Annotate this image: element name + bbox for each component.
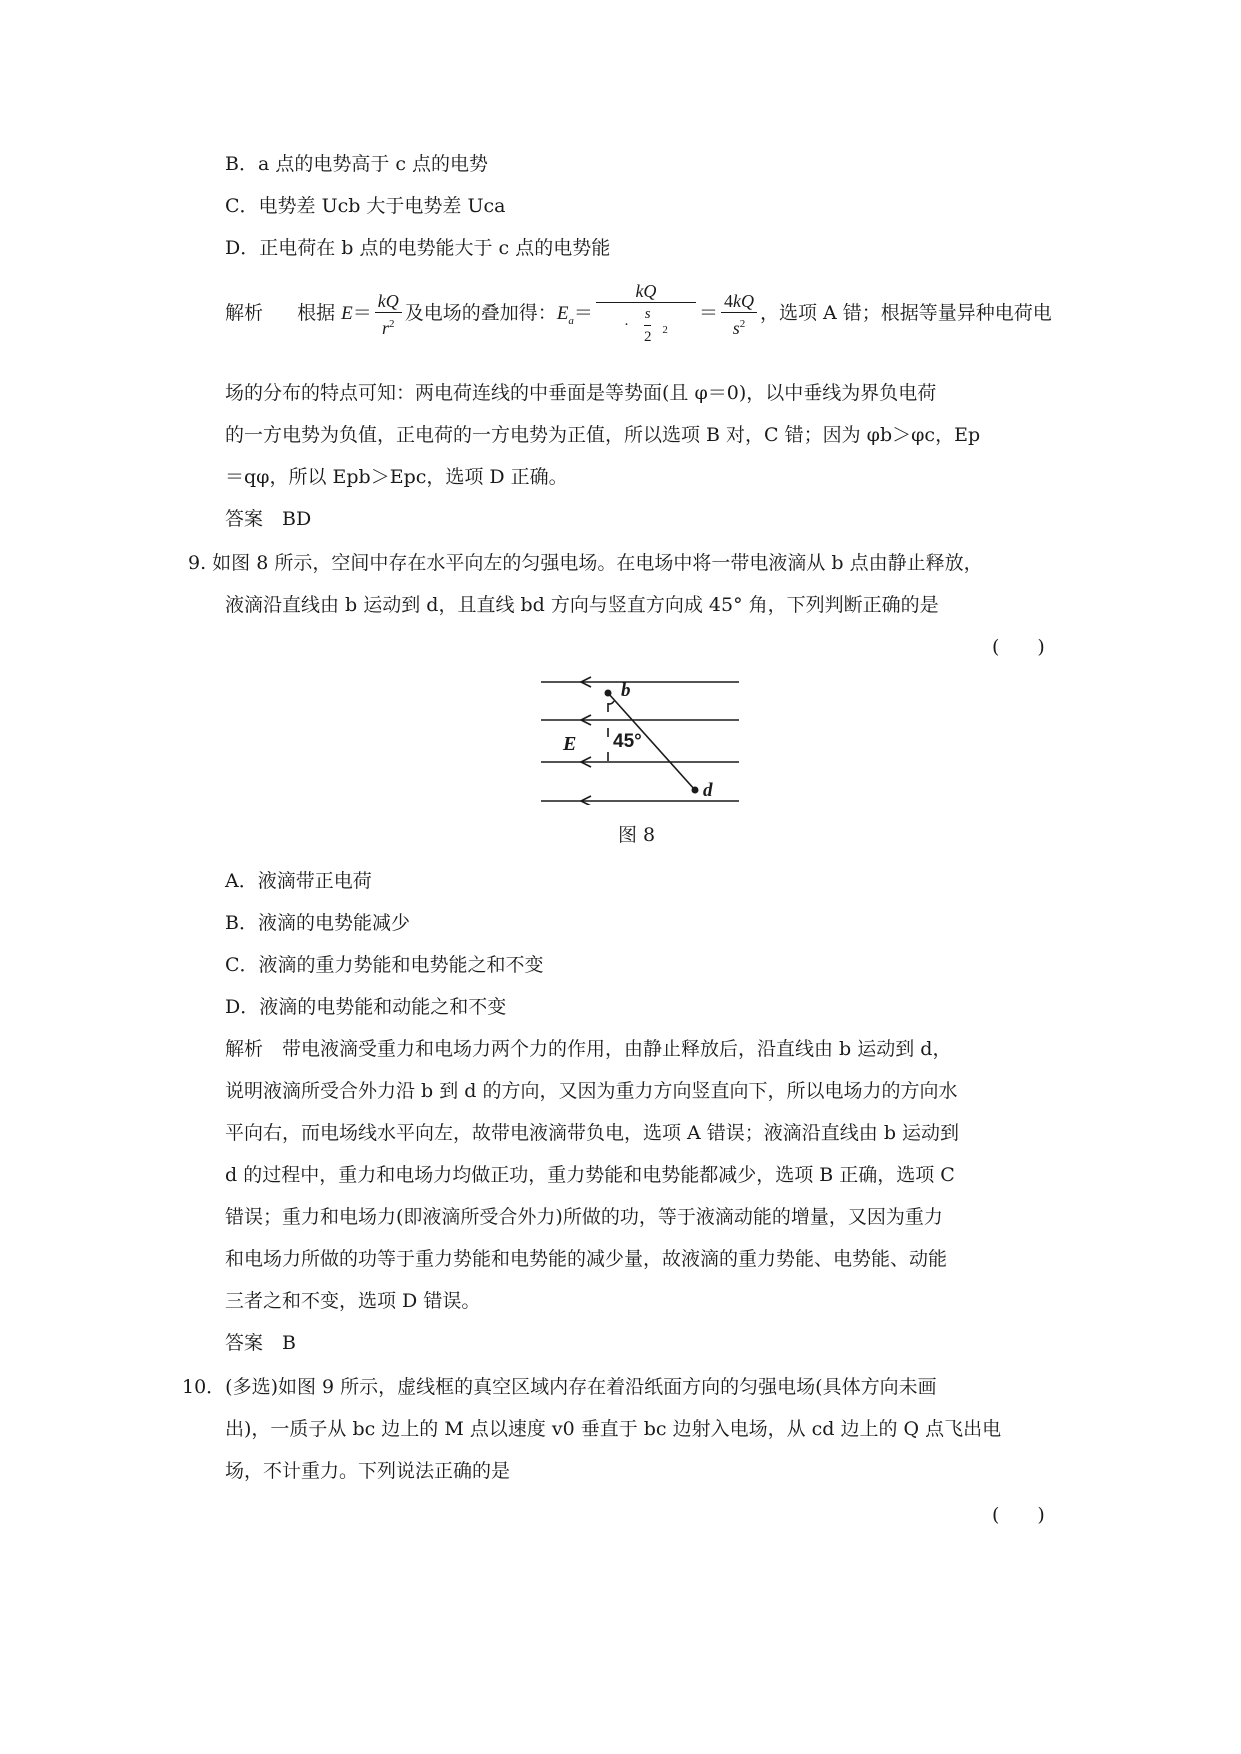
q9-analysis-line-1: 解析 带电液滴受重力和电场力两个力的作用，由静止释放后，沿直线由 b 运动到 d，: [225, 1038, 952, 1060]
label-angle-45: 45°: [613, 731, 642, 752]
point-b-dot: [605, 690, 612, 697]
q10-stem-line-2: 出)，一质子从 bc 边上的 M 点以速度 v0 垂直于 bc 边射入电场，从 cd 边上的 Q 点飞出电: [225, 1418, 1002, 1440]
q9-analysis-line-2: 说明液滴所受合外力沿 b 到 d 的方向，又因为重力方向竖直向下，所以电场力的方向水: [225, 1080, 958, 1102]
figure-8-caption: 图 8: [618, 824, 656, 846]
angle-arc: [608, 701, 614, 704]
q9-analysis-line-5: 错误；重力和电场力(即液滴所受合外力)所做的功，等于液滴动能的增量，又因为重力: [225, 1206, 943, 1228]
q9-option-a: A．液滴带正电荷: [225, 870, 372, 892]
q8-analysis-intro: 根据: [297, 302, 336, 324]
fraction-kq-r2: $\frac{kQ}{r^2}$: [375, 290, 402, 339]
q9-answer: 答案 B: [225, 1332, 296, 1354]
q8-analysis-formula-line: 解析 根据 E＝ $\frac{kQ}{r^2}$ 及电场的叠加得：$E_a=$ kQ · $\frac{s}{2}$ $_2$ ＝ $\frac{4kQ}{s^2}$ ，选项 A 错；根据等量异种电荷电: [225, 280, 1052, 352]
fraction-4kq-s2: $\frac{4kQ}{s^2}$: [721, 290, 757, 339]
q10-answer-paren: ( ): [992, 1504, 1045, 1526]
q8-answer: 答案 BD: [225, 508, 312, 530]
q8-analysis-line-2: 场的分布的特点可知：两电荷连线的中垂面是等势面(且 φ＝0)，以中垂线为界负电荷: [225, 382, 937, 404]
figure-8-electric-field-diagram: [535, 670, 745, 805]
q10-stem-line-1: 10．(多选)如图 9 所示，虚线框的真空区域内存在着沿纸面方向的匀强电场(具体方向未画: [182, 1376, 937, 1398]
q8-option-c: C．电势差 Ucb 大于电势差 Uca: [225, 195, 506, 217]
q8-analysis-line-3: 的一方电势为负值，正电荷的一方电势为正值，所以选项 B 对，C 错；因为 φb＞φc，Ep: [225, 424, 981, 446]
q9-stem-line-2: 液滴沿直线由 b 运动到 d，且直线 bd 方向与竖直方向成 45° 角，下列判断正确的是: [225, 594, 939, 616]
q9-option-c: C．液滴的重力势能和电势能之和不变: [225, 954, 544, 976]
q9-option-b: B．液滴的电势能减少: [225, 912, 410, 934]
fraction-kq-s2: kQ · $\frac{s}{2}$ $_2$: [596, 280, 696, 348]
q8-option-b: B．a 点的电势高于 c 点的电势: [225, 153, 489, 175]
point-d-dot: [692, 787, 699, 794]
q9-stem-line-1: 9. 如图 8 所示，空间中存在水平向左的匀强电场。在电场中将一带电液滴从 b 点由静止释放，: [188, 552, 983, 574]
q8-analysis-line-4: ＝qφ，所以 Epb＞Epc，选项 D 正确。: [225, 466, 568, 488]
label-d: d: [703, 780, 713, 801]
q9-answer-paren: ( ): [992, 636, 1045, 658]
q9-analysis-line-4: d 的过程中，重力和电场力均做正功，重力势能和电势能都减少，选项 B 正确，选项 C: [225, 1164, 955, 1186]
label-E: E: [563, 733, 577, 755]
q8-analysis-tail: ，选项 A 错；根据等量异种电荷电: [759, 302, 1052, 324]
q8-option-d: D．正电荷在 b 点的电势能大于 c 点的电势能: [225, 237, 611, 259]
label-b: b: [621, 680, 631, 701]
q9-analysis-line-6: 和电场力所做的功等于重力势能和电势能的减少量，故液滴的重力势能、电势能、动能: [225, 1248, 948, 1270]
q9-option-d: D．液滴的电势能和动能之和不变: [225, 996, 507, 1018]
q10-stem-line-3: 场，不计重力。下列说法正确的是: [225, 1460, 511, 1482]
q9-analysis-line-7: 三者之和不变，选项 D 错误。: [225, 1290, 481, 1312]
q8-analysis-label: 解析: [225, 302, 264, 324]
q9-analysis-line-3: 平向右，而电场线水平向左，故带电液滴带负电，选项 A 错误；液滴沿直线由 b 运动到: [225, 1122, 960, 1144]
